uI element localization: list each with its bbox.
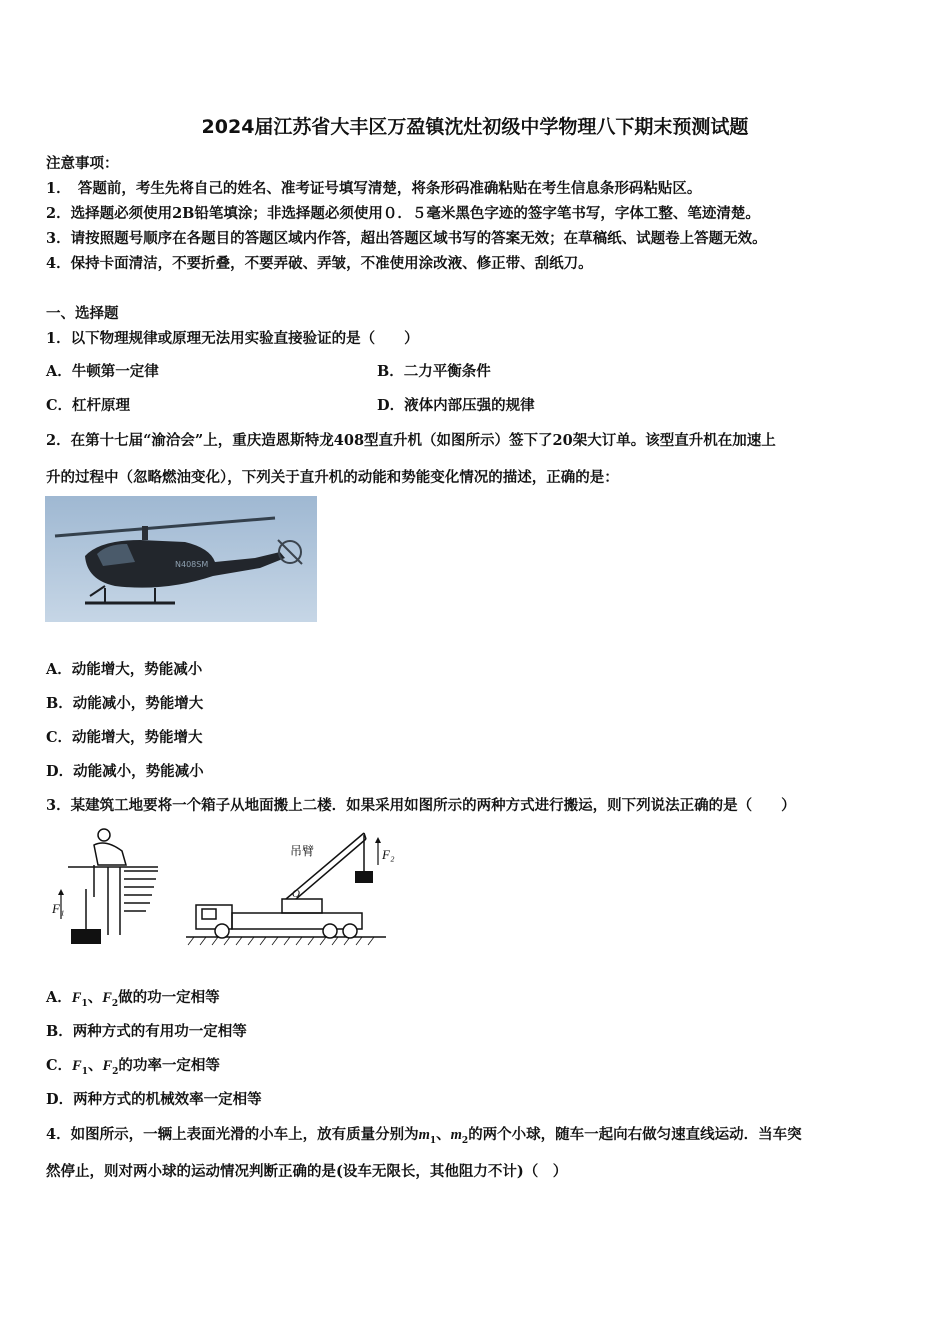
q3-option-b: B．两种方式的有用功一定相等 bbox=[46, 1023, 247, 1040]
lifting-methods-figure bbox=[46, 825, 395, 953]
q1-option-a: A．牛顿第一定律 bbox=[46, 363, 159, 380]
crane-arm-label: 吊臂 bbox=[290, 844, 315, 858]
q3-option-c: C．$F_1$、$F_2$的功率一定相等 bbox=[46, 1057, 220, 1077]
q1-option-c: C．杠杆原理 bbox=[46, 397, 131, 414]
q1-option-b: B．二力平衡条件 bbox=[377, 363, 491, 380]
q1-stem: 1．以下物理规律或原理无法用实验直接验证的是（ ） bbox=[46, 330, 419, 347]
f1-label: F₁ bbox=[52, 901, 65, 916]
q3-stem: 3．某建筑工地要将一个箱子从地面搬上二楼．如果采用如图所示的两种方式进行搬运，则下列说法正确的是（ ） bbox=[46, 797, 796, 814]
notice-item: 4．保持卡面清洁，不要折叠，不要弄破、弄皱，不准使用涂改液、修正带、刮纸刀。 bbox=[46, 255, 593, 272]
section-heading: 一、选择题 bbox=[46, 305, 119, 322]
notice-item: 3．请按照题号顺序在各题目的答题区域内作答，超出答题区域书写的答案无效；在草稿纸、试题卷上答题无效。 bbox=[46, 230, 767, 247]
page-title: 2024届江苏省大丰区万盈镇沈灶初级中学物理八下期末预测试题 bbox=[201, 116, 749, 138]
q1-option-d: D．液体内部压强的规律 bbox=[377, 397, 535, 414]
q2-option-c: C．动能增大，势能增大 bbox=[46, 729, 203, 746]
notice-item: 2．选择题必须使用2B铅笔填涂；非选择题必须使用０．５毫米黑色字迹的签字笔书写，字体工整、笔迹清楚。 bbox=[46, 205, 760, 222]
pivot-label: O bbox=[292, 888, 300, 900]
f2-label: F₂ bbox=[382, 847, 395, 862]
helicopter-registration: N408SM bbox=[175, 560, 209, 569]
notice-item: 1． 答题前，考生先将自己的姓名、准考证号填写清楚，将条形码准确粘贴在考生信息条形码粘贴区。 bbox=[46, 180, 702, 197]
q3-option-d: D．两种方式的机械效率一定相等 bbox=[46, 1091, 262, 1108]
notice-heading: 注意事项： bbox=[46, 155, 119, 172]
q3-option-a: A．$F_1$、$F_2$做的功一定相等 bbox=[46, 989, 220, 1009]
q2-stem-line2: 升的过程中（忽略燃油变化），下列关于直升机的动能和势能变化情况的描述，正确的是： bbox=[46, 469, 619, 486]
q2-option-a: A．动能增大，势能减小 bbox=[46, 661, 203, 678]
q2-option-b: B．动能减小，势能增大 bbox=[46, 695, 204, 712]
q2-option-d: D．动能减小，势能减小 bbox=[46, 763, 204, 780]
helicopter-photo bbox=[45, 496, 317, 622]
q2-stem-line1: 2．在第十七届“渝洽会”上，重庆造恩斯特龙408型直升机（如图所示）签下了20架大订单。该型直升机在加速上 bbox=[46, 432, 776, 449]
q4-stem-line1: 4．如图所示，一辆上表面光滑的小车上，放有质量分别为$m_1$、$m_2$的两个小球，随车一起向右做匀速直线运动．当车突 bbox=[46, 1126, 802, 1146]
q4-stem-line2: 然停止，则对两小球的运动情况判断正确的是(设车无限长，其他阻力不计)（ ） bbox=[46, 1163, 568, 1180]
